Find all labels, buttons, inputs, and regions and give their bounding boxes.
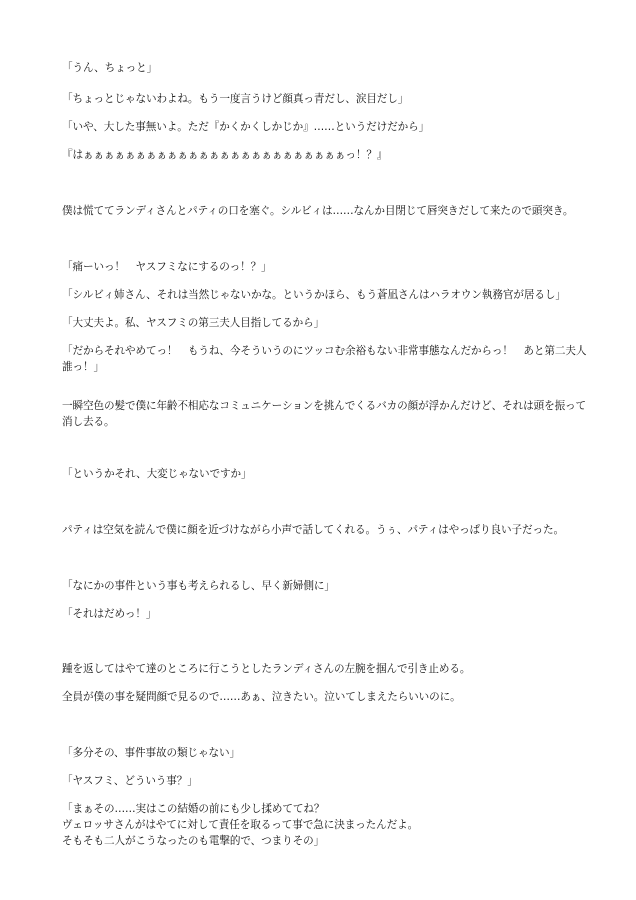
paragraph-1: 「うん、ちょっと」 bbox=[62, 62, 158, 74]
paragraph-9: 「だからそれやめてっ！ もうね、今そういうのにツッコむ余裕もない非常事態なんだからっ！ あと第二夫人誰っ！」 bbox=[62, 345, 587, 373]
paragraph-17: 「多分その、事件事故の類じゃない」 bbox=[62, 747, 240, 759]
paragraph-14: 「それはだめっ！」 bbox=[62, 608, 157, 620]
paragraph-10: 一瞬空色の髪で僕に年齢不相応なコミュニケーションを挑んでくるバカの顔が浮かんだけど、それは頭を振って消し去る。 bbox=[62, 400, 587, 428]
paragraph-3: 「いや、大した事無いよ。ただ『かくかくしかじか』……というだけだから」 bbox=[62, 121, 430, 133]
paragraph-13: 「なにかの事件という事も考えられるし、早く新婦側に」 bbox=[62, 580, 335, 592]
paragraph-7: 「シルビィ姉さん、それは当然じゃないかな。というかほら、もう蒼凪さんはハラオウン執務官が居るし」 bbox=[62, 289, 566, 301]
paragraph-16: 全員が僕の事を疑問顔で見るので……あぁ、泣きたい。泣いてしまえたらいいのに。 bbox=[62, 691, 461, 703]
paragraph-18: 「ヤスフミ、どういう事？」 bbox=[62, 775, 198, 787]
paragraph-8: 「大丈夫よ。私、ヤスフミの第三夫人目指してるから」 bbox=[62, 317, 325, 329]
paragraph-4: 『はぁぁぁぁぁぁぁぁぁぁぁぁぁぁぁぁぁぁぁぁぁぁぁぁぁっ！？』 bbox=[62, 149, 388, 161]
paragraph-11: 「というかそれ、大変じゃないですか」 bbox=[62, 468, 252, 480]
paragraph-5: 僕は慌ててランディさんとパティの口を塞ぐ。シルビィは……なんか目閉じて唇突きだして来たので頭突き。 bbox=[62, 205, 574, 217]
paragraph-2: 「ちょっとじゃないわよね。もう一度言うけど顔真っ青だし、涙目だし」 bbox=[62, 93, 409, 105]
paragraph-15: 踵を返してはやて達のところに行こうとしたランディさんの左腕を掴んで引き止める。 bbox=[62, 663, 471, 675]
paragraph-12: パティは空気を読んで僕に顔を近づけながら小声で話してくれる。うぅ、パティはやっぱり良い子だった。 bbox=[62, 524, 564, 536]
paragraph-19: 「まぁその……実はこの結婚の前にも少し揉めててね？ ヴェロッサさんがはやてに対して責任を取るって事で急に決まったんだよ。 そもそも二人がこうなったのも電撃的で、つまりその」 bbox=[62, 803, 419, 847]
paragraph-6: 「痛ーいっ！ ヤスフミなにするのっ！？」 bbox=[62, 261, 272, 273]
